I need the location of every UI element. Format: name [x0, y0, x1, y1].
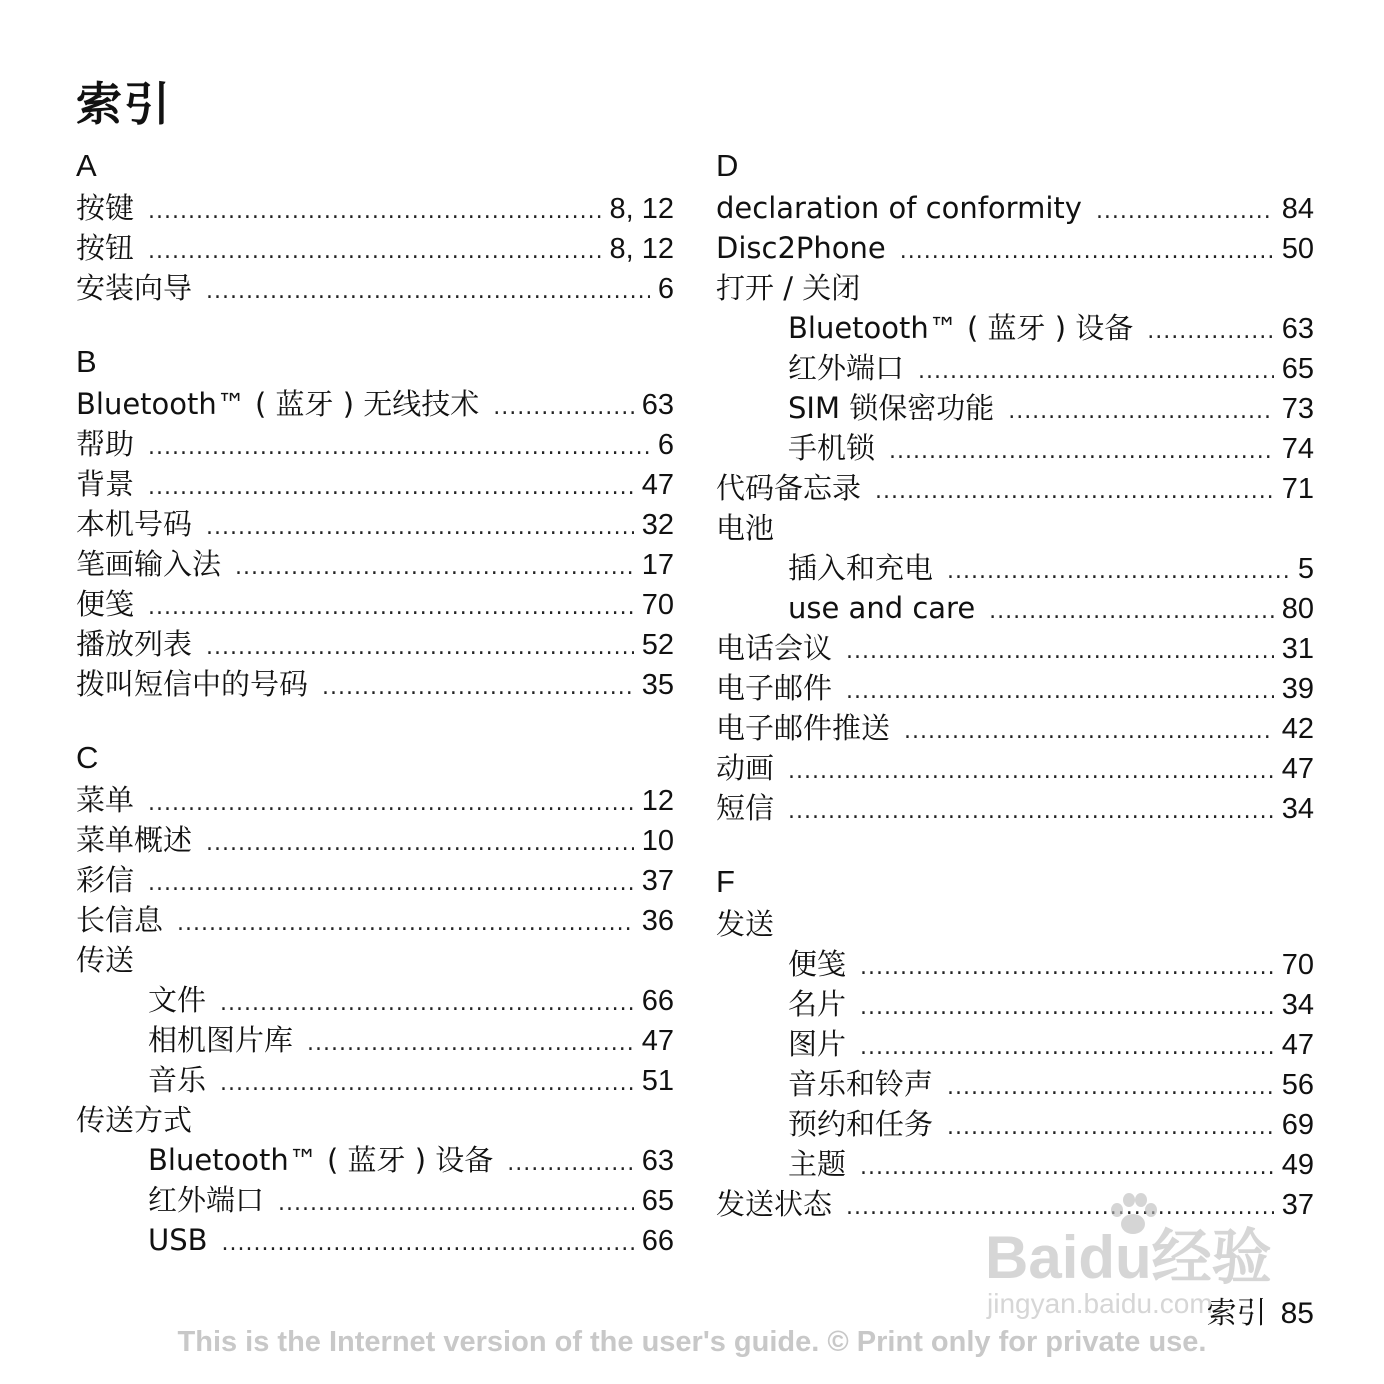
index-subentry — [716, 388, 1314, 428]
entry-term: 红外端口 — [788, 351, 905, 385]
index-entry — [76, 544, 674, 584]
entry-page-number: 47 — [1281, 1029, 1314, 1061]
section-letter: A — [76, 148, 97, 183]
entry-page-number: 74 — [1281, 433, 1314, 465]
footer-page-number: 85 — [1280, 1297, 1314, 1330]
dot-leader — [148, 232, 601, 272]
entry-page-number: 42 — [1281, 713, 1314, 745]
entry-term: 音乐和铃声 — [788, 1067, 934, 1101]
index-subentry — [76, 1020, 674, 1060]
entry-term: 主题 — [788, 1147, 847, 1181]
watermark-url: jingyan.baidu.com — [987, 1288, 1213, 1319]
footer-section-name: 索引 — [1206, 1296, 1267, 1331]
entry-term: Bluetooth™ ( 蓝牙 ) 设备 — [788, 311, 1134, 345]
index-entry — [716, 188, 1314, 228]
entry-term: 便笺 — [788, 947, 847, 981]
entry-term: 电子邮件推送 — [716, 711, 891, 745]
index-section-f — [716, 862, 1314, 1224]
dot-leader — [860, 1028, 1274, 1068]
dot-leader — [148, 428, 650, 468]
index-entry — [76, 384, 674, 424]
index-entry — [76, 900, 674, 940]
index-entry — [76, 940, 674, 980]
entry-term: 按键 — [76, 191, 135, 225]
entry-term: 播放列表 — [76, 627, 193, 661]
dot-leader — [860, 948, 1274, 988]
dot-leader — [322, 668, 634, 708]
entry-page-number: 70 — [1281, 949, 1314, 981]
entry-term: 代码备忘录 — [716, 471, 862, 505]
entry-page-number: 71 — [1281, 473, 1314, 505]
entry-page-number: 66 — [641, 1225, 674, 1257]
index-entry — [76, 188, 674, 228]
dot-leader — [788, 792, 1274, 832]
dot-leader — [206, 628, 634, 668]
entry-page-number: 56 — [1281, 1069, 1314, 1101]
entry-page-number: 52 — [641, 629, 674, 661]
entry-term: 相机图片库 — [148, 1023, 294, 1057]
entry-term: 安装向导 — [76, 271, 193, 305]
disclaimer-text: This is the Internet version of the user's guide. © Print only for private use. — [177, 1326, 1207, 1358]
entry-page-number: 8, 12 — [609, 193, 674, 225]
entry-term: 背景 — [76, 467, 135, 501]
entry-term: 本机号码 — [76, 507, 193, 541]
index-entry — [716, 508, 1314, 548]
dot-leader — [148, 468, 634, 508]
entry-page-number: 66 — [641, 985, 674, 1017]
dot-leader — [947, 552, 1290, 592]
section-letter: D — [716, 148, 739, 183]
dot-leader — [904, 712, 1274, 752]
dot-leader — [1147, 312, 1273, 352]
index-subentry — [716, 984, 1314, 1024]
entry-term: 便笺 — [76, 587, 135, 621]
index-subentry — [76, 980, 674, 1020]
dot-leader — [846, 632, 1274, 672]
index-entry — [76, 1100, 674, 1140]
index-entry — [716, 628, 1314, 668]
entry-page-number: 47 — [641, 469, 674, 501]
index-section-a — [76, 146, 674, 308]
entry-term: 帮助 — [76, 427, 135, 461]
entry-term: 拨叫短信中的号码 — [76, 667, 309, 701]
entry-page-number: 63 — [1281, 313, 1314, 345]
dot-leader — [989, 592, 1274, 632]
entry-term: 图片 — [788, 1027, 847, 1061]
entry-page-number: 50 — [1281, 233, 1314, 265]
entry-term: 打开 / 关闭 — [716, 271, 861, 305]
index-subentry — [716, 308, 1314, 348]
entry-term: 传送 — [76, 943, 135, 977]
dot-leader — [148, 192, 601, 232]
entry-term: 菜单概述 — [76, 823, 193, 857]
index-subentry — [716, 1144, 1314, 1184]
entry-page-number: 34 — [1281, 793, 1314, 825]
index-entry — [716, 668, 1314, 708]
entry-page-number: 36 — [641, 905, 674, 937]
dot-leader — [947, 1068, 1274, 1108]
entry-term: 红外端口 — [148, 1183, 265, 1217]
index-entry — [76, 424, 674, 464]
index-entry — [716, 228, 1314, 268]
entry-term: 手机锁 — [788, 431, 876, 465]
entry-page-number: 49 — [1281, 1149, 1314, 1181]
entry-page-number: 35 — [641, 669, 674, 701]
index-entry — [716, 904, 1314, 944]
dot-leader — [860, 1148, 1274, 1188]
index-entry — [76, 820, 674, 860]
entry-term: 发送 — [716, 907, 775, 941]
index-entry — [76, 464, 674, 504]
page-title: 索引 — [76, 77, 172, 131]
dot-leader — [206, 508, 634, 548]
dot-leader — [206, 272, 650, 312]
entry-term: Bluetooth™ ( 蓝牙 ) 无线技术 — [76, 387, 480, 421]
dot-leader — [493, 388, 633, 428]
entry-term: 动画 — [716, 751, 775, 785]
index-subentry — [716, 1064, 1314, 1104]
dot-leader — [278, 1184, 634, 1224]
entry-page-number: 10 — [641, 825, 674, 857]
entry-page-number: 47 — [1281, 753, 1314, 785]
entry-page-number: 32 — [641, 509, 674, 541]
entry-page-number: 63 — [641, 1145, 674, 1177]
entry-page-number: 69 — [1281, 1109, 1314, 1141]
entry-term: 音乐 — [148, 1063, 207, 1097]
entry-term: declaration of conformity — [716, 191, 1082, 225]
entry-term: 笔画输入法 — [76, 547, 222, 581]
entry-term: 名片 — [788, 987, 847, 1021]
index-subentry — [76, 1180, 674, 1220]
entry-page-number: 84 — [1281, 193, 1314, 225]
index-entry — [76, 624, 674, 664]
dot-leader — [206, 824, 634, 864]
index-section-c — [76, 738, 674, 1260]
entry-term: 彩信 — [76, 863, 135, 897]
dot-leader — [148, 588, 634, 628]
dot-leader — [1008, 392, 1274, 432]
index-entry — [716, 788, 1314, 828]
index-entry — [76, 584, 674, 624]
index-subentry — [716, 428, 1314, 468]
dot-leader — [918, 352, 1274, 392]
entry-page-number: 37 — [641, 865, 674, 897]
index-column-left — [76, 146, 674, 1294]
index-entry — [76, 228, 674, 268]
entry-term: use and care — [788, 591, 976, 625]
index-subentry — [716, 1104, 1314, 1144]
entry-page-number: 63 — [641, 389, 674, 421]
index-subentry — [716, 548, 1314, 588]
dot-leader — [846, 672, 1274, 712]
dot-leader — [947, 1108, 1274, 1148]
entry-term: 电话会议 — [716, 631, 833, 665]
dot-leader — [1096, 192, 1274, 232]
entry-page-number: 31 — [1281, 633, 1314, 665]
entry-term: 菜单 — [76, 783, 135, 817]
dot-leader — [220, 1064, 634, 1104]
entry-term: 长信息 — [76, 903, 164, 937]
entry-term: USB — [148, 1223, 208, 1257]
section-letter: F — [716, 864, 735, 899]
entry-page-number: 8, 12 — [609, 233, 674, 265]
index-entry — [716, 268, 1314, 308]
section-letter: B — [76, 344, 97, 379]
entry-term: 预约和任务 — [788, 1107, 934, 1141]
index-subentry — [716, 1024, 1314, 1064]
entry-page-number: 17 — [641, 549, 674, 581]
entry-term: SIM 锁保密功能 — [788, 391, 995, 425]
index-subentry — [716, 348, 1314, 388]
index-subentry — [716, 588, 1314, 628]
index-subentry — [76, 1220, 674, 1260]
index-entry — [76, 860, 674, 900]
index-section-d — [716, 146, 1314, 828]
dot-leader — [177, 904, 634, 944]
dot-leader — [875, 472, 1274, 512]
entry-page-number: 47 — [641, 1025, 674, 1057]
entry-page-number: 37 — [1281, 1189, 1314, 1221]
index-column-right — [716, 146, 1314, 1258]
entry-page-number: 80 — [1281, 593, 1314, 625]
entry-page-number: 51 — [641, 1065, 674, 1097]
dot-leader — [900, 232, 1274, 272]
entry-page-number: 6 — [657, 429, 674, 461]
index-subentry — [716, 944, 1314, 984]
dot-leader — [889, 432, 1274, 472]
dot-leader — [307, 1024, 634, 1064]
dot-leader — [860, 988, 1274, 1028]
entry-term: 短信 — [716, 791, 775, 825]
index-entry — [76, 504, 674, 544]
entry-page-number: 65 — [1281, 353, 1314, 385]
dot-leader — [788, 752, 1274, 792]
index-subentry — [76, 1140, 674, 1180]
entry-page-number: 12 — [641, 785, 674, 817]
dot-leader — [222, 1224, 634, 1264]
index-entry — [76, 664, 674, 704]
entry-term: 电池 — [716, 511, 775, 545]
entry-term: 电子邮件 — [716, 671, 833, 705]
entry-term: 插入和充电 — [788, 551, 934, 585]
entry-term: 文件 — [148, 983, 207, 1017]
entry-page-number: 6 — [657, 273, 674, 305]
entry-page-number: 34 — [1281, 989, 1314, 1021]
section-letter: C — [76, 740, 99, 775]
entry-page-number: 39 — [1281, 673, 1314, 705]
dot-leader — [148, 784, 634, 824]
entry-term: Disc2Phone — [716, 231, 886, 265]
index-entry — [76, 268, 674, 308]
entry-term: Bluetooth™ ( 蓝牙 ) 设备 — [148, 1143, 494, 1177]
entry-page-number: 65 — [641, 1185, 674, 1217]
entry-term: 按钮 — [76, 231, 135, 265]
dot-leader — [220, 984, 634, 1024]
dot-leader — [507, 1144, 633, 1184]
entry-page-number: 73 — [1281, 393, 1314, 425]
index-entry — [716, 468, 1314, 508]
entry-term: 发送状态 — [716, 1187, 833, 1221]
index-entry — [76, 780, 674, 820]
index-entry — [716, 748, 1314, 788]
index-section-b — [76, 342, 674, 704]
index-entry — [716, 708, 1314, 748]
entry-term: 传送方式 — [76, 1103, 193, 1137]
watermark-logo: Baidu经验 — [985, 1224, 1272, 1291]
entry-page-number: 5 — [1297, 553, 1314, 585]
dot-leader — [148, 864, 634, 904]
index-subentry — [76, 1060, 674, 1100]
entry-page-number: 70 — [641, 589, 674, 621]
dot-leader — [235, 548, 634, 588]
